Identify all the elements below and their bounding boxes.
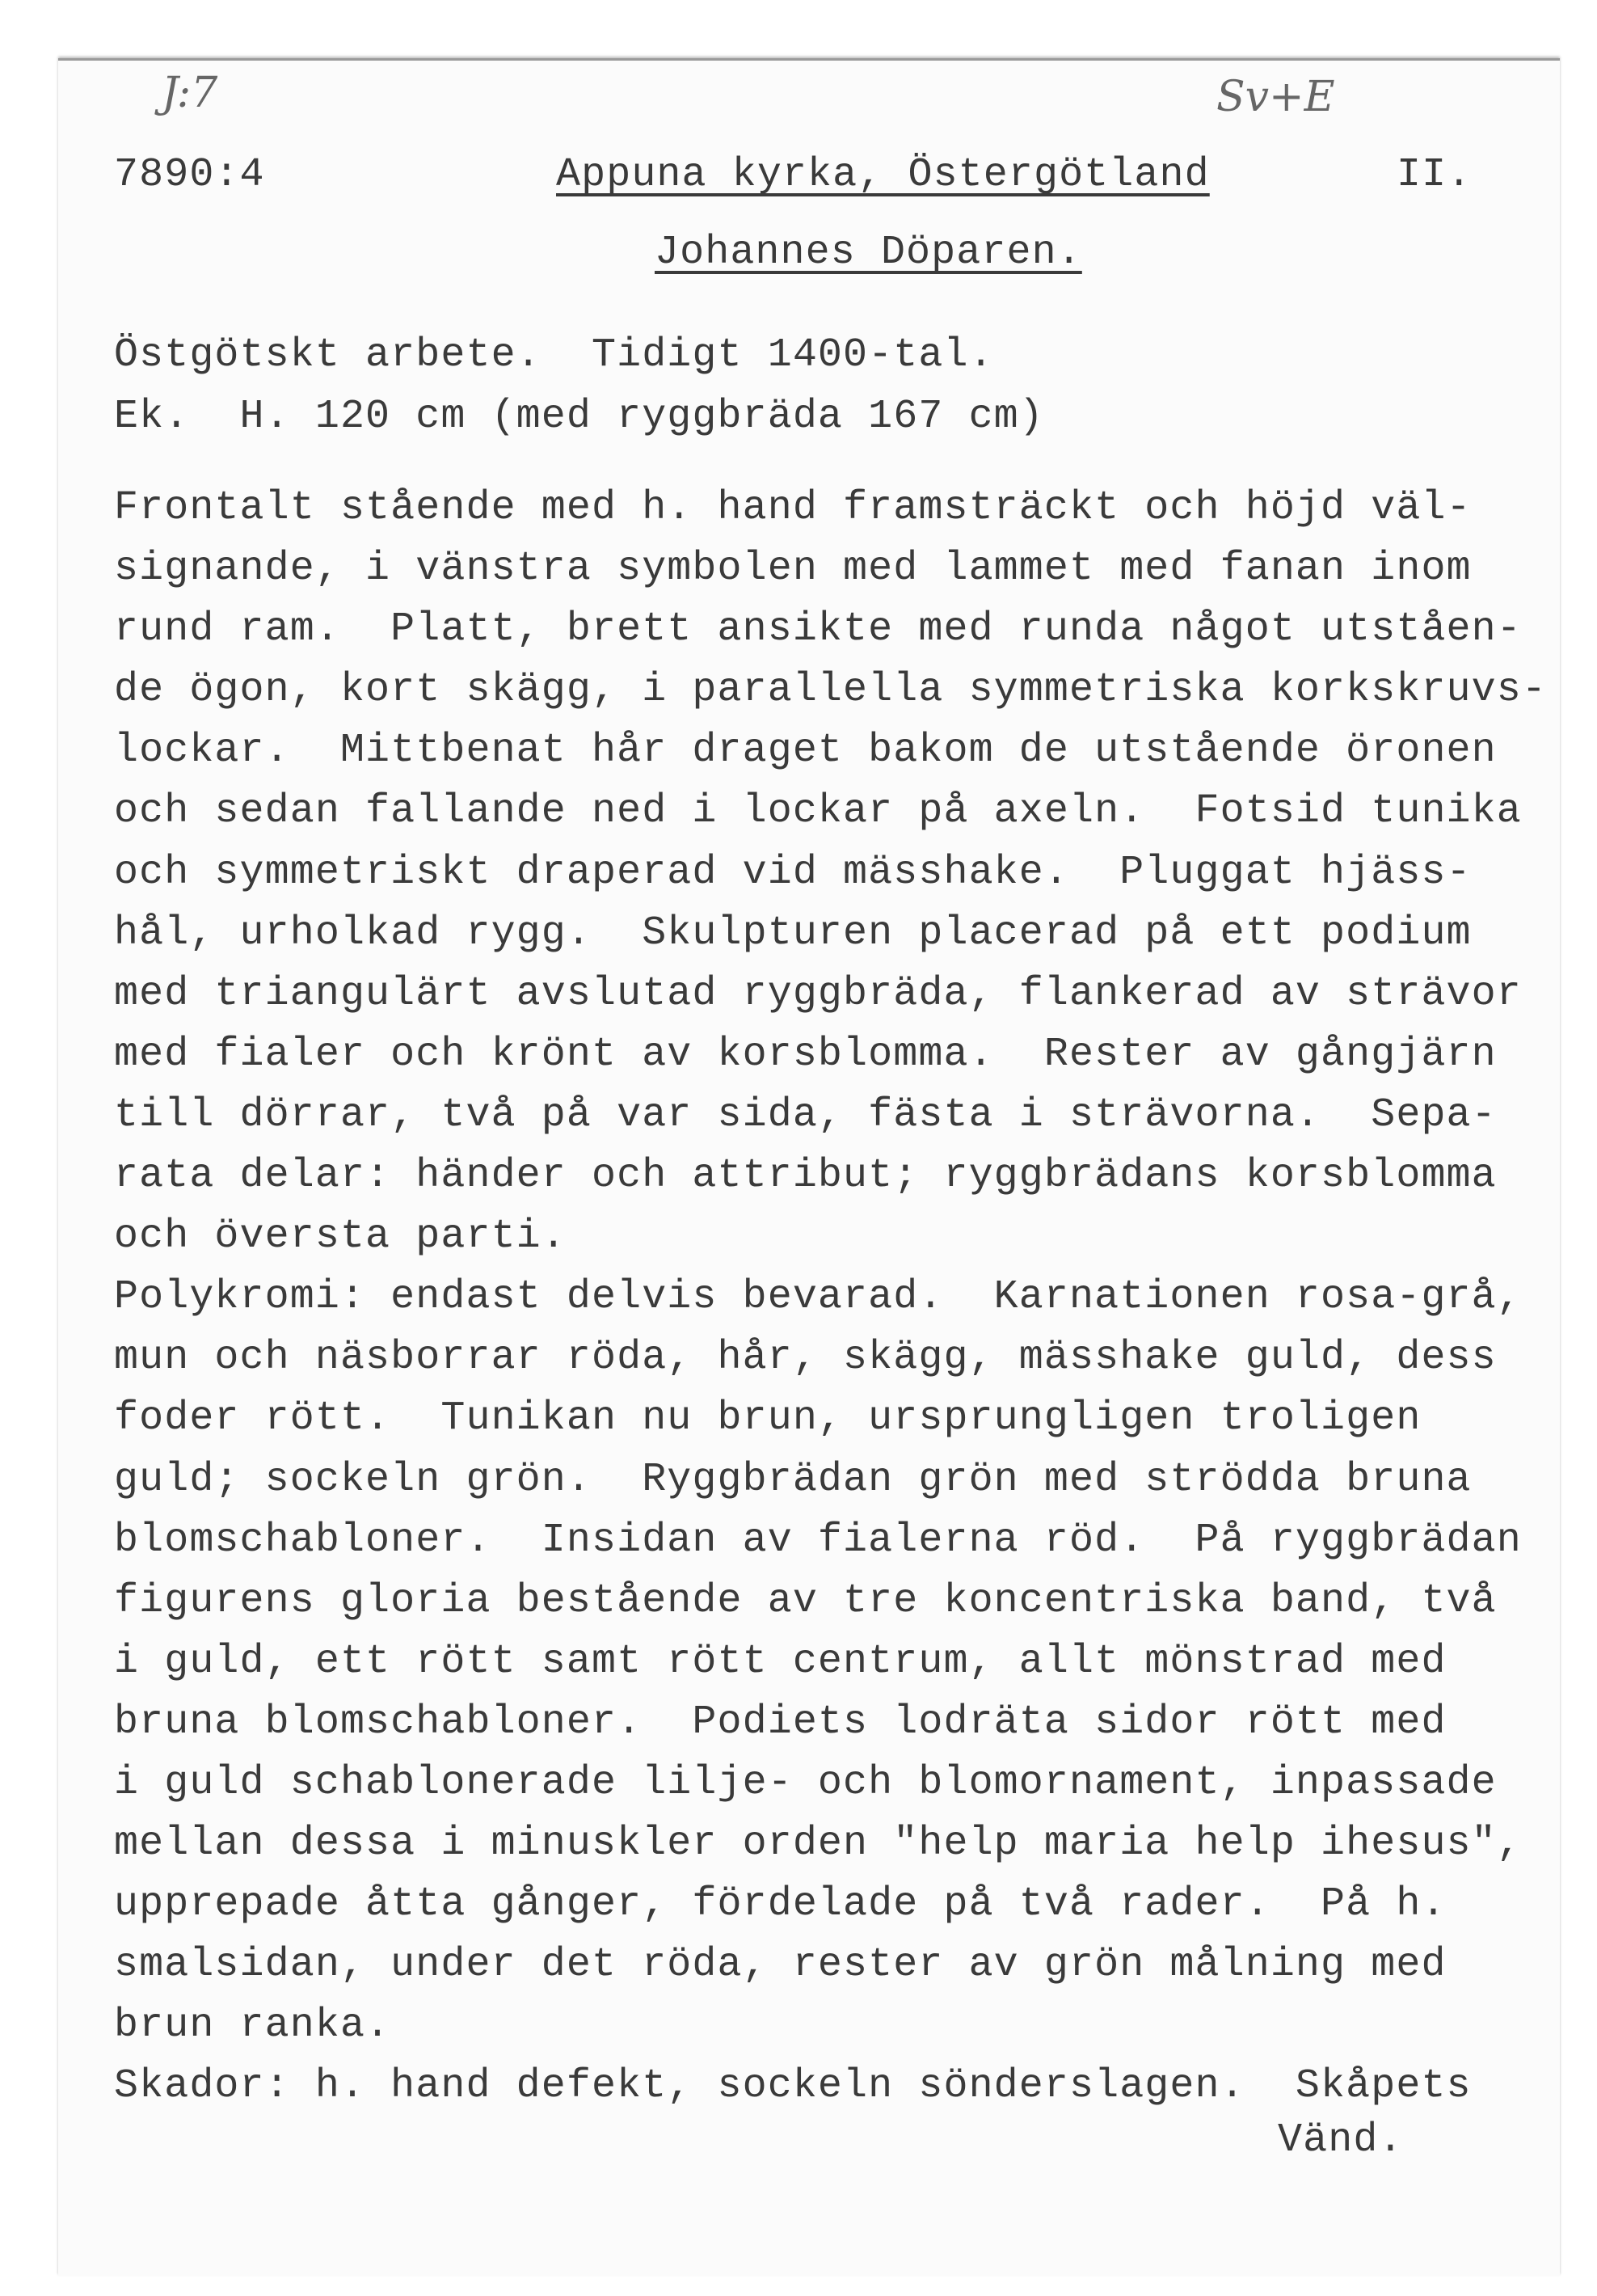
meta-line: Ek. H. 120 cm (med ryggbräda 167 cm) — [114, 394, 1044, 440]
description-line: Polykromi: endast delvis bevarad. Karnationen rosa-grå, — [114, 1274, 1522, 1321]
description-line: rata delar: händer och attribut; ryggbrädans korsblomma — [114, 1153, 1497, 1200]
description-line: i guld schablonerade lilje- och blomornament, inpassade — [114, 1759, 1497, 1806]
description-line: lockar. Mittbenat hår draget bakom de utstående öronen — [114, 728, 1497, 774]
description-line: och sedan fallande ned i lockar på axeln. Fotsid tunika — [114, 788, 1522, 835]
description-line: mellan dessa i minuskler orden "help maria help ihesus", — [114, 1821, 1522, 1868]
description-line: och översta parti. — [114, 1213, 567, 1260]
description-line: Skador: h. hand defekt, sockeln sönderslagen. Skåpets — [114, 2063, 1472, 2110]
description-line: och symmetriskt draperad vid mässhake. Pluggat hjäss- — [114, 849, 1472, 896]
description-line: foder rött. Tunikan nu brun, ursprungligen troligen — [114, 1395, 1422, 1442]
description-line: bruna blomschabloner. Podiets lodräta sidor rött med — [114, 1699, 1447, 1745]
handwritten-note-right: Sv+E — [1216, 73, 1335, 121]
description-line: i guld, ett rött samt rött centrum, allt mönstrad med — [114, 1638, 1447, 1685]
description-line: blomschabloner. Insidan av fialerna röd. På ryggbrädan — [114, 1517, 1522, 1564]
description-line: signande, i vänstra symbolen med lammet med fanan inom — [114, 546, 1472, 593]
description-line: figurens gloria bestående av tre koncentriska band, två — [114, 1577, 1497, 1624]
location-heading: Appuna kyrka, Östergötland — [556, 152, 1210, 198]
description-line: de ögon, kort skägg, i parallella symmetriska korkskruvs- — [114, 667, 1547, 714]
description-line: Frontalt stående med h. hand framsträckt och höjd väl- — [114, 485, 1472, 531]
description-line: smalsidan, under det röda, rester av grön målning med — [114, 1942, 1447, 1989]
description-line: rund ram. Platt, brett ansikte med runda något utståen- — [114, 606, 1522, 653]
volume-number: II. — [1397, 152, 1473, 198]
description-line: till dörrar, två på var sida, fästa i strävorna. Sepa- — [114, 1091, 1497, 1138]
description-line: mun och näsborrar röda, hår, skägg, mässhake guld, dess — [114, 1335, 1497, 1382]
handwritten-note-left: J:7 — [162, 69, 218, 117]
description-line: hål, urholkad rygg. Skulpturen placerad på ett podium — [114, 910, 1472, 956]
description-body — [114, 478, 1547, 2117]
description-line: upprepade åtta gånger, fördelade på två rader. På h. — [114, 1881, 1447, 1928]
turn-over-note: Vänd. — [1278, 2117, 1404, 2163]
description-line: brun ranka. — [114, 2003, 391, 2049]
description-line: med fialer och krönt av korsblomma. Rester av gångjärn — [114, 1031, 1497, 1078]
description-line: guld; sockeln grön. Ryggbrädan grön med strödda bruna — [114, 1456, 1472, 1503]
description-line: med triangulärt avslutad ryggbräda, flankerad av strävor — [114, 970, 1522, 1017]
meta-line: Östgötskt arbete. Tidigt 1400-tal. — [114, 332, 994, 378]
catalog-number: 7890:4 — [114, 152, 265, 198]
object-title: Johannes Döparen. — [655, 230, 1082, 276]
